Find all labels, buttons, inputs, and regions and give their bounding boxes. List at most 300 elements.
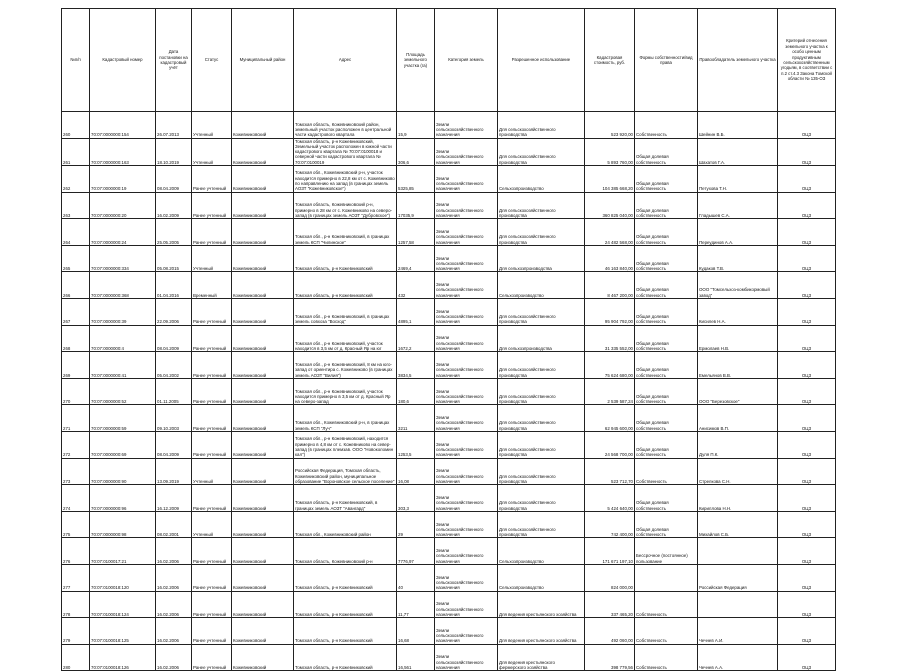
cell-criterion: ОЦЗ: [778, 192, 836, 219]
cell-cadastral-number: 70:07:0000000:52: [90, 378, 156, 405]
cell-district: Кожевниковский: [232, 644, 294, 671]
cell-criterion: ОЦЗ: [778, 219, 836, 246]
cell-right-holder: Гладышев С.А.: [698, 192, 778, 219]
cell-ownership-form: [635, 564, 698, 591]
cell-registration-date: 22.09.2006: [156, 299, 192, 326]
cell-cadastral-number: 70:07:0000000:4: [90, 325, 156, 352]
table-row: [62, 219, 836, 246]
cell-criterion: ОЦЗ: [778, 458, 836, 485]
cell-address: Российская Федерация, Томская область, Кожевниковский район, муниципальное образование "Вороновское сельское поселение": [294, 458, 397, 485]
column-header: Критерий отнесения земельного участка к особо ценным продуктивным сельскохозяйственным угодьям, в соответствии с п.2 ст.4.3 Закона Томской области № 135-ОЗ: [778, 9, 836, 112]
table-row: [62, 485, 836, 512]
cell-permitted-use: Сельхозпроизводство: [498, 538, 585, 565]
cell-cadastral-value: 824 000,00: [585, 564, 635, 591]
column-header: Кадастровый номер: [90, 9, 156, 112]
cell-permitted-use: Сельхозпроизводство: [498, 272, 585, 299]
table-row: [62, 538, 836, 565]
cell-area: 306,6: [397, 138, 435, 165]
cell-district: Кожевниковский: [232, 378, 294, 405]
cell-permitted-use: Для сельскохозяйственного производства: [498, 511, 585, 538]
cell-land-category: Земли сельскохозяйственного назначения: [435, 272, 498, 299]
cell-criterion: ОЦЗ: [778, 325, 836, 352]
column-header: Кадастровая стоимость, руб.: [585, 9, 635, 112]
cell-ownership-form: Собственность: [635, 591, 698, 618]
cell-status: Учтенный: [192, 112, 232, 139]
cell-ownership-form: Общая долевая собственность: [635, 352, 698, 379]
cell-district: Кожевниковский: [232, 538, 294, 565]
cell-cadastral-number: 70:07:0000000:59: [90, 405, 156, 432]
cell-right-holder: Российская Федерация: [698, 564, 778, 591]
cell-status: Ранее учтенный: [192, 325, 232, 352]
cell-criterion: ОЦЗ: [778, 112, 836, 139]
cell-status: Ранее учтенный: [192, 485, 232, 512]
cell-status: Ранее учтенный: [192, 378, 232, 405]
cell-address: Томская обл., Кожевниковский р-н, в границах земель КСП "Луч": [294, 405, 397, 432]
cell-district: Кожевниковский: [232, 166, 294, 193]
cell-ownership-form: Собственность: [635, 112, 698, 139]
cell-row-number: 273: [62, 458, 90, 485]
cell-land-category: Земли сельскохозяйственного назначения: [435, 166, 498, 193]
cell-ownership-form: Собственность: [635, 458, 698, 485]
cell-right-holder: Кудаков Т.В.: [698, 245, 778, 272]
cell-area: 3211: [397, 405, 435, 432]
column-header: Площадь земельного участка (га): [397, 9, 435, 112]
cell-registration-date: 16.02.2006: [156, 564, 192, 591]
cell-status: Учтенный: [192, 458, 232, 485]
cell-cadastral-value: 523 920,00: [585, 112, 635, 139]
cell-right-holder: Кириллова Н.Н.: [698, 485, 778, 512]
cell-permitted-use: Для сельхозпроизводства: [498, 245, 585, 272]
cell-ownership-form: Общая долевая собственность: [635, 272, 698, 299]
cell-address: Томская обл., р-н Кожевниковский, в границах земель совхоза "Восход": [294, 299, 397, 326]
table-body: [62, 112, 836, 671]
cell-land-category: Земли сельскохозяйственного назначения: [435, 591, 498, 618]
cell-cadastral-number: 70:07:0100017:21: [90, 538, 156, 565]
cell-cadastral-number: 70:07:0000000:96: [90, 485, 156, 512]
cell-registration-date: 16.02.2009: [156, 192, 192, 219]
cell-permitted-use: Для сельхозпроизводства: [498, 325, 585, 352]
cell-area: 2469,4: [397, 245, 435, 272]
cell-criterion: ОЦЗ: [778, 272, 836, 299]
cell-cadastral-value: 24 568 700,00: [585, 432, 635, 459]
cell-cadastral-value: 398 779,56: [585, 644, 635, 671]
cell-row-number: 279: [62, 618, 90, 645]
cell-row-number: 267: [62, 299, 90, 326]
cell-cadastral-value: 46 163 840,00: [585, 245, 635, 272]
cell-cadastral-number: 70:07:0100018:120: [90, 564, 156, 591]
cell-criterion: ОЦЗ: [778, 511, 836, 538]
cell-permitted-use: Для сельскохозяйственного производства: [498, 378, 585, 405]
cell-area: 1253,5: [397, 432, 435, 459]
cell-registration-date: 16.02.2006: [156, 644, 192, 671]
cell-criterion: ОЦЗ: [778, 166, 836, 193]
cell-address: Томская обл., р-н Кожевниковский, участок находится примерно в 3,5 км от д. Красный Яр на северо-запад: [294, 378, 397, 405]
cell-area: 16,561: [397, 644, 435, 671]
cell-right-holder: Чечнев А.А.: [698, 644, 778, 671]
cell-area: 7776,97: [397, 538, 435, 565]
cell-district: Кожевниковский: [232, 511, 294, 538]
cell-area: 1672,2: [397, 325, 435, 352]
cell-status: Ранее учтенный: [192, 219, 232, 246]
cell-cadastral-value: 31 335 552,00: [585, 325, 635, 352]
cell-row-number: 272: [62, 432, 90, 459]
table-row: [62, 138, 836, 165]
cell-permitted-use: Для сельскохозяйственного производства: [498, 299, 585, 326]
cell-right-holder: [698, 538, 778, 565]
table-row: [62, 325, 836, 352]
cell-row-number: 263: [62, 192, 90, 219]
cell-registration-date: 08.04.2009: [156, 325, 192, 352]
column-header: Формы собственности/вид права: [635, 9, 698, 112]
cell-registration-date: 08.04.2009: [156, 432, 192, 459]
cell-criterion: ОЦЗ: [778, 618, 836, 645]
cell-ownership-form: Собственность: [635, 618, 698, 645]
cell-cadastral-value: 62 945 600,00: [585, 405, 635, 432]
cell-cadastral-number: 70:07:0100018:125: [90, 618, 156, 645]
cell-status: Ранее учтенный: [192, 352, 232, 379]
cell-cadastral-value: 75 624 680,00: [585, 352, 635, 379]
cell-area: 17035,9: [397, 192, 435, 219]
cell-cadastral-number: 70:07:0100018:124: [90, 591, 156, 618]
cell-cadastral-number: 70:07:0000000:98: [90, 511, 156, 538]
cell-ownership-form: Общая долевая собственность: [635, 485, 698, 512]
cell-permitted-use: Для сельскохозяйственного производства: [498, 352, 585, 379]
cell-row-number: 271: [62, 405, 90, 432]
cell-cadastral-value: 523 712,70: [585, 458, 635, 485]
cell-address: Томская область, р-н Кожевниковский: [294, 644, 397, 671]
cell-land-category: Земли сельскохозяйственного назначения: [435, 644, 498, 671]
cell-address: Томская обл., Кожевниковский район: [294, 511, 397, 538]
cell-area: 1257,58: [397, 219, 435, 246]
cell-row-number: 262: [62, 166, 90, 193]
cell-registration-date: 01.04.2016: [156, 272, 192, 299]
cell-area: 15,9: [397, 112, 435, 139]
cell-criterion: ОЦЗ: [778, 538, 836, 565]
cell-registration-date: 13.09.2019: [156, 458, 192, 485]
cell-ownership-form: Общая долевая собственность: [635, 192, 698, 219]
cell-district: Кожевниковский: [232, 192, 294, 219]
table-row: [62, 299, 836, 326]
cell-cadastral-value: 2 539 587,24: [585, 378, 635, 405]
cell-ownership-form: Общая долевая собственность: [635, 432, 698, 459]
cell-right-holder: Чечнев А.И.: [698, 618, 778, 645]
cell-criterion: ОЦЗ: [778, 644, 836, 671]
cell-permitted-use: Для сельскохозяйственного производства: [498, 485, 585, 512]
cell-land-category: Земли сельскохозяйственного назначения: [435, 458, 498, 485]
cell-address: Томская обл., р-н Кожевниковский, участок находится в 3,5 км от д. Красный Яр на юг: [294, 325, 397, 352]
cell-land-category: Земли сельскохозяйственного назначения: [435, 138, 498, 165]
cell-address: Томская область, р-н Кожевниковский: [294, 564, 397, 591]
cell-cadastral-number: 70:07:0000000:39: [90, 299, 156, 326]
column-header: Дата постановки на кадастровый учёт: [156, 9, 192, 112]
cell-address: Томская обл., р-н Кожевниковский, находится примерно в 4,8 км от с. Кожевниково на север-запад (в границах племзав. ООО "Новоколомин кал"): [294, 432, 397, 459]
cell-right-holder: Михайлов С.Б.: [698, 511, 778, 538]
cell-district: Кожевниковский: [232, 591, 294, 618]
table-row: [62, 166, 836, 193]
cell-cadastral-number: 70:07:0000000:334: [90, 245, 156, 272]
cell-right-holder: Дуля П.К.: [698, 432, 778, 459]
table-row: [62, 192, 836, 219]
cell-right-holder: Петухова Т.Н.: [698, 166, 778, 193]
cell-right-holder: Емельянов В.В.: [698, 352, 778, 379]
cell-area: 4895,1: [397, 299, 435, 326]
table-row: [62, 245, 836, 272]
cell-row-number: 261: [62, 138, 90, 165]
cell-right-holder: Кисилев Н.А.: [698, 299, 778, 326]
cell-district: Кожевниковский: [232, 325, 294, 352]
cell-right-holder: [698, 591, 778, 618]
cell-criterion: ОЦЗ: [778, 485, 836, 512]
cell-district: Кожевниковский: [232, 219, 294, 246]
cell-area: 180,6: [397, 378, 435, 405]
cell-land-category: Земли сельскохозяйственного назначения: [435, 405, 498, 432]
cell-address: Томская область, р-н Кожевниковский, Земельный участок расположен в южной части кадастрового квартала № 70:07:0100018 и северной части кадастрового квартала № 70:07:0100019: [294, 138, 397, 165]
cell-address: Томская обл., р-н Кожевниковский, 8 км на юго-запад от ориентира с. Кожевниково (в границах земель АОЗТ "Вилия"): [294, 352, 397, 379]
cell-land-category: Земли сельскохозяйственного назначения: [435, 618, 498, 645]
cell-ownership-form: Общая долевая собственность: [635, 245, 698, 272]
cell-address: Томская обл., р-н Кожевниковский, в границах земель КСП "Чилинское": [294, 219, 397, 246]
cell-land-category: Земли сельскохозяйственного назначения: [435, 299, 498, 326]
cell-status: Ранее учтенный: [192, 644, 232, 671]
cell-permitted-use: Для ведения крестьянского хозяйства: [498, 591, 585, 618]
cell-address: Томская область, р-н Кожевниковский, в границах земель АОЗТ "Авангард": [294, 485, 397, 512]
cell-ownership-form: Общая долевая собственность: [635, 325, 698, 352]
cell-row-number: 269: [62, 352, 90, 379]
cell-right-holder: Шейнин В.Б.: [698, 112, 778, 139]
cell-cadastral-number: 70:07:0000000:154: [90, 112, 156, 139]
cell-status: Учтенный: [192, 138, 232, 165]
cell-area: 3834,5: [397, 352, 435, 379]
cell-ownership-form: Бессрочное (постоянное) пользование: [635, 538, 698, 565]
cell-permitted-use: Сельхозпроизводство: [498, 564, 585, 591]
cell-cadastral-value: 104 385 668,20: [585, 166, 635, 193]
cell-district: Кожевниковский: [232, 618, 294, 645]
cell-area: 40: [397, 564, 435, 591]
cell-district: Кожевниковский: [232, 432, 294, 459]
cell-right-holder: Переудинов А.А.: [698, 219, 778, 246]
cell-land-category: Земли сельскохозяйственного назначения: [435, 219, 498, 246]
cell-registration-date: 25.05.2005: [156, 219, 192, 246]
cell-right-holder: Стрелкова С.Н.: [698, 458, 778, 485]
table-row: [62, 112, 836, 139]
cell-registration-date: 09.10.2003: [156, 405, 192, 432]
cell-status: Ранее учтенный: [192, 192, 232, 219]
cell-row-number: 280: [62, 644, 90, 671]
cell-permitted-use: Для сельскохозяйственного производства: [498, 219, 585, 246]
cell-row-number: 266: [62, 272, 90, 299]
cell-cadastral-number: 70:07:0000000:163: [90, 138, 156, 165]
cell-district: Кожевниковский: [232, 458, 294, 485]
cell-area: 16,08: [397, 458, 435, 485]
table-row: [62, 272, 836, 299]
cell-registration-date: 01.11.2005: [156, 378, 192, 405]
cell-criterion: ОЦЗ: [778, 299, 836, 326]
cell-registration-date: 16.12.2009: [156, 485, 192, 512]
cell-land-category: Земли сельскохозяйственного назначения: [435, 378, 498, 405]
cell-district: Кожевниковский: [232, 112, 294, 139]
cell-district: Кожевниковский: [232, 138, 294, 165]
cell-land-category: Земли сельскохозяйственного назначения: [435, 112, 498, 139]
cell-permitted-use: Для ведения крестьянского фермерского хозяйства: [498, 644, 585, 671]
cell-district: Кожевниковский: [232, 485, 294, 512]
cell-registration-date: 18.10.2019: [156, 138, 192, 165]
cell-registration-date: 08.02.2001: [156, 511, 192, 538]
cell-permitted-use: Для сельскохозяйственного производства: [498, 192, 585, 219]
cell-cadastral-number: 70:07:0000000:24: [90, 219, 156, 246]
cell-ownership-form: Общая долевая собственность: [635, 138, 698, 165]
cell-row-number: 277: [62, 564, 90, 591]
cell-address: Томская область, Кожевниковский район, земельный участок расположен в центральной части кадастрового квартала: [294, 112, 397, 139]
cell-row-number: 265: [62, 245, 90, 272]
cell-status: Ранее учтенный: [192, 618, 232, 645]
cell-registration-date: 26.07.2013: [156, 112, 192, 139]
cell-cadastral-number: 70:07:0000000:41: [90, 352, 156, 379]
cell-land-category: Земли сельскохозяйственного назначения: [435, 564, 498, 591]
cell-area: 5325,85: [397, 166, 435, 193]
cell-land-category: Земли сельскохозяйственного назначения: [435, 352, 498, 379]
column-header: Адрес: [294, 9, 397, 112]
table-row: [62, 511, 836, 538]
cell-cadastral-value: 24 482 568,00: [585, 219, 635, 246]
cell-criterion: ОЦЗ: [778, 591, 836, 618]
cell-land-category: Земли сельскохозяйственного назначения: [435, 192, 498, 219]
cell-permitted-use: Для сельскохозяйственного производства: [498, 432, 585, 459]
table-row: [62, 644, 836, 671]
table-row: [62, 591, 836, 618]
cell-cadastral-number: 70:07:0000000:69: [90, 432, 156, 459]
cell-address: Томская область, р-н Кожевниковский: [294, 618, 397, 645]
cell-criterion: ОЦЗ: [778, 245, 836, 272]
cell-ownership-form: Общая долевая собственность: [635, 299, 698, 326]
cell-district: Кожевниковский: [232, 245, 294, 272]
table-row: [62, 352, 836, 379]
cell-land-category: Земли сельскохозяйственного назначения: [435, 245, 498, 272]
cell-row-number: 276: [62, 538, 90, 565]
cell-right-holder: ООО "Березовское": [698, 378, 778, 405]
column-header: Статус: [192, 9, 232, 112]
cell-status: Ранее учтенный: [192, 432, 232, 459]
cell-status: Учтенный: [192, 245, 232, 272]
cell-criterion: ОЦЗ: [778, 432, 836, 459]
cell-row-number: 264: [62, 219, 90, 246]
cell-registration-date: 05.08.2015: [156, 245, 192, 272]
cell-cadastral-value: 8 467 200,00: [585, 272, 635, 299]
cell-status: Учтенный: [192, 511, 232, 538]
cell-cadastral-value: 5 893 760,00: [585, 138, 635, 165]
cell-right-holder: Анисимов В.П.: [698, 405, 778, 432]
cell-district: Кожевниковский: [232, 299, 294, 326]
table-row: [62, 405, 836, 432]
cell-permitted-use: Для ведения крестьянского хозяйства: [498, 618, 585, 645]
cell-land-category: Земли сельскохозяйственного назначения: [435, 485, 498, 512]
cell-criterion: ОЦЗ: [778, 138, 836, 165]
table-row: [62, 458, 836, 485]
cell-cadastral-value: 742 400,00: [585, 511, 635, 538]
cell-status: Ранее учтенный: [192, 564, 232, 591]
cell-row-number: 274: [62, 485, 90, 512]
table-row: [62, 432, 836, 459]
cell-ownership-form: Общая долевая собственность: [635, 166, 698, 193]
cell-cadastral-value: 492 060,00: [585, 618, 635, 645]
land-plot-table: [61, 8, 836, 671]
cell-land-category: Земли сельскохозяйственного назначения: [435, 538, 498, 565]
cell-status: Ранее учтенный: [192, 538, 232, 565]
column-header: Правообладатель земельного участка: [698, 9, 778, 112]
cell-district: Кожевниковский: [232, 564, 294, 591]
cell-cadastral-value: 95 904 792,00: [585, 299, 635, 326]
cell-address: Томская область, Кожевниковский р-н: [294, 538, 397, 565]
cell-status: Ранее учтенный: [192, 405, 232, 432]
cell-permitted-use: Для сельскохозяйственного производства: [498, 138, 585, 165]
cell-ownership-form: Общая долевая собственность: [635, 219, 698, 246]
cell-district: Кожевниковский: [232, 405, 294, 432]
cell-cadastral-number: 70:07:0000000:20: [90, 192, 156, 219]
cell-ownership-form: Общая долевая собственность: [635, 405, 698, 432]
cell-criterion: ОЦЗ: [778, 405, 836, 432]
table-row: [62, 378, 836, 405]
cell-cadastral-value: 171 671 197,10: [585, 538, 635, 565]
cell-registration-date: 16.02.2006: [156, 591, 192, 618]
cell-row-number: 275: [62, 511, 90, 538]
cell-area: 432: [397, 272, 435, 299]
column-header: Категория земель: [435, 9, 498, 112]
cell-land-category: Земли сельскохозяйственного назначения: [435, 432, 498, 459]
cell-registration-date: 16.02.2006: [156, 538, 192, 565]
cell-address: Томская обл., Кожевниковский р-н, участок находится примерно в 22,8 км от с. Кожевниково по направлению на запад (в границах земель АОЗТ "Кожевниковское"): [294, 166, 397, 193]
cell-permitted-use: Для сельскохозяйственного производства: [498, 112, 585, 139]
cell-registration-date: 05.04.2002: [156, 352, 192, 379]
cell-right-holder: Ермолаев Н.В.: [698, 325, 778, 352]
cell-cadastral-number: 70:07:0000000:19: [90, 166, 156, 193]
cell-criterion: ОЦЗ: [778, 352, 836, 379]
cell-status: Временный: [192, 272, 232, 299]
cell-cadastral-number: 70:07:0100018:126: [90, 644, 156, 671]
header-row: [62, 9, 836, 112]
cell-registration-date: 16.02.2006: [156, 618, 192, 645]
cell-permitted-use: Для сельскохозяйственного производства: [498, 405, 585, 432]
cell-address: Томская область, р-н Кожевниковский: [294, 591, 397, 618]
column-header: Разрешенное использование: [498, 9, 585, 112]
cell-cadastral-number: 70:07:0000000:90: [90, 458, 156, 485]
cell-right-holder: Шахатов Г.А.: [698, 138, 778, 165]
cell-registration-date: 08.04.2009: [156, 166, 192, 193]
cell-row-number: 278: [62, 591, 90, 618]
cell-criterion: ОЦЗ: [778, 564, 836, 591]
column-header: №п/п: [62, 9, 90, 112]
cell-row-number: 270: [62, 378, 90, 405]
table-row: [62, 618, 836, 645]
cell-area: 16,68: [397, 618, 435, 645]
cell-area: 303,3: [397, 485, 435, 512]
cell-row-number: 260: [62, 112, 90, 139]
cell-status: Ранее учтенный: [192, 591, 232, 618]
cell-ownership-form: Общая долевая собственность: [635, 378, 698, 405]
cell-criterion: ОЦЗ: [778, 378, 836, 405]
cell-permitted-use: Для сельскохозяйственного производства: [498, 458, 585, 485]
cell-permitted-use: Сельхозпроизводство: [498, 166, 585, 193]
cell-right-holder: ООО "Томсельхоз-комбикормовый завод": [698, 272, 778, 299]
cell-address: Томская область, р-н Кожевниковский: [294, 272, 397, 299]
cell-area: 29: [397, 511, 435, 538]
cell-district: Кожевниковский: [232, 272, 294, 299]
cell-area: 11,77: [397, 591, 435, 618]
cell-address: Томская область, Кожевниковский р-н, примерно в 28 км от с. Кожевниково на северо-запад (в границах земель АОЗТ "Дубровское"): [294, 192, 397, 219]
column-header: Муниципальный район: [232, 9, 294, 112]
cell-ownership-form: Собственность: [635, 644, 698, 671]
cell-status: Ранее учтенный: [192, 166, 232, 193]
cell-row-number: 268: [62, 325, 90, 352]
cell-cadastral-value: 337 465,20: [585, 591, 635, 618]
